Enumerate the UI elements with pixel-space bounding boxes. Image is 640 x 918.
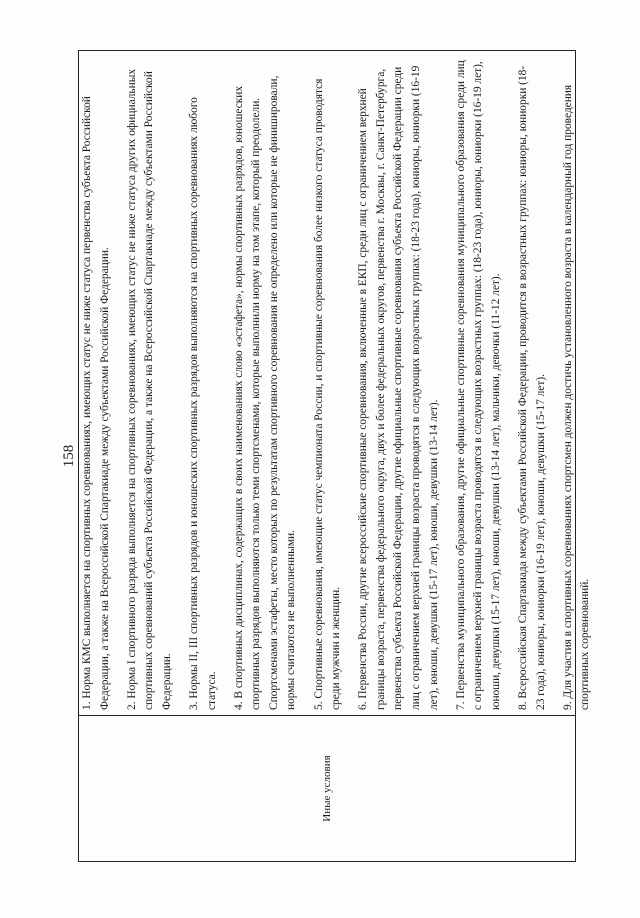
- condition-7: 7. Первенства муниципального образования, другие официальные спортивные соревнования муниципального образования среди лиц с ограничением верхней границы возраста проводятся в следующих возрастных группах: (18-23 года), юниоры, юниорки (16-19 лет), юноши, девушки (15-17 лет), юноши, девушки (13-14 лет), мальчики, девочки (11-12 лет).: [454, 60, 502, 710]
- condition-4: 4. В спортивных дисциплинах, содержащих в своих наименованиях слово «эстафета», нормы спортивных разрядов, юношеских спортивных разрядов выполняются только теми спортсменами, которые выполнили норму на том этапе, который преодолели. Спортсменами эстафеты, место которых по результатам спортивного соревнования не определено или которые не финишировали, нормы считаются не выполненными.: [232, 75, 298, 710]
- rotated-content: [60, 50, 592, 862]
- row-label: Иные условия: [321, 755, 333, 822]
- conditions-cell: [79, 51, 592, 715]
- condition-5: 5. Спортивные соревнования, имеющие статус чемпионата России, и спортивные соревнования более низкого статуса проводятся среди мужчин и женщин.: [312, 78, 343, 710]
- page-number: 158: [61, 444, 77, 468]
- condition-2: 2. Норма I спортивного разряда выполняется на спортивных соревнованиях, имеющих статус не ниже статуса других официальных спортивных соревнований субъекта Российской Федерации, а также на Всероссийской Спартакиаде между субъектами Российской Федерации.: [125, 68, 173, 710]
- condition-6: 6. Первенства России, другие всероссийские спортивные соревнования, включенные в ЕКП, среди лиц с ограничением верхней границы возраста, первенства федерального округа, двух и более федеральных округов, первенства г. Москвы, г. Санкт-Петербурга, первенства субъекта Российской Федерации, другие официальные спортивные соревнования субъекта Российской Федерации среди лиц с ограничением верхней границы возраста проводятся в следующих возрастных группах: (18-23 года), юниоры, юниорки (16-19 лет), юноши, девушки (15-17 лет), юноши, девушки (13-14 лет).: [357, 65, 440, 710]
- condition-3: 3. Нормы II, III спортивных разрядов и юношеских спортивных разрядов выполняются на спортивных соревнованиях любого статуса.: [187, 97, 218, 710]
- row-label-cell: [79, 715, 575, 861]
- condition-8: 8. Всероссийская Спартакиада между субъектами Российской Федерации, проводится в возрастных группах: юниоры, юниорки (18-23 года), юниоры, юниорки (16-19 лет), юноши, девушки (15-17 лет).: [516, 65, 547, 710]
- conditions-table: [78, 50, 592, 862]
- condition-9: 9. Для участия в спортивных соревнованиях спортсмен должен достичь установленного возраста в календарный год проведения спортивных соревнований.: [561, 84, 592, 710]
- condition-1: 1. Норма КМС выполняется на спортивных соревнованиях, имеющих статус не ниже статуса первенства субъекта Российской Федерации, а также на Всероссийской Спартакиаде между субъектами Российской Федерации.: [81, 96, 111, 710]
